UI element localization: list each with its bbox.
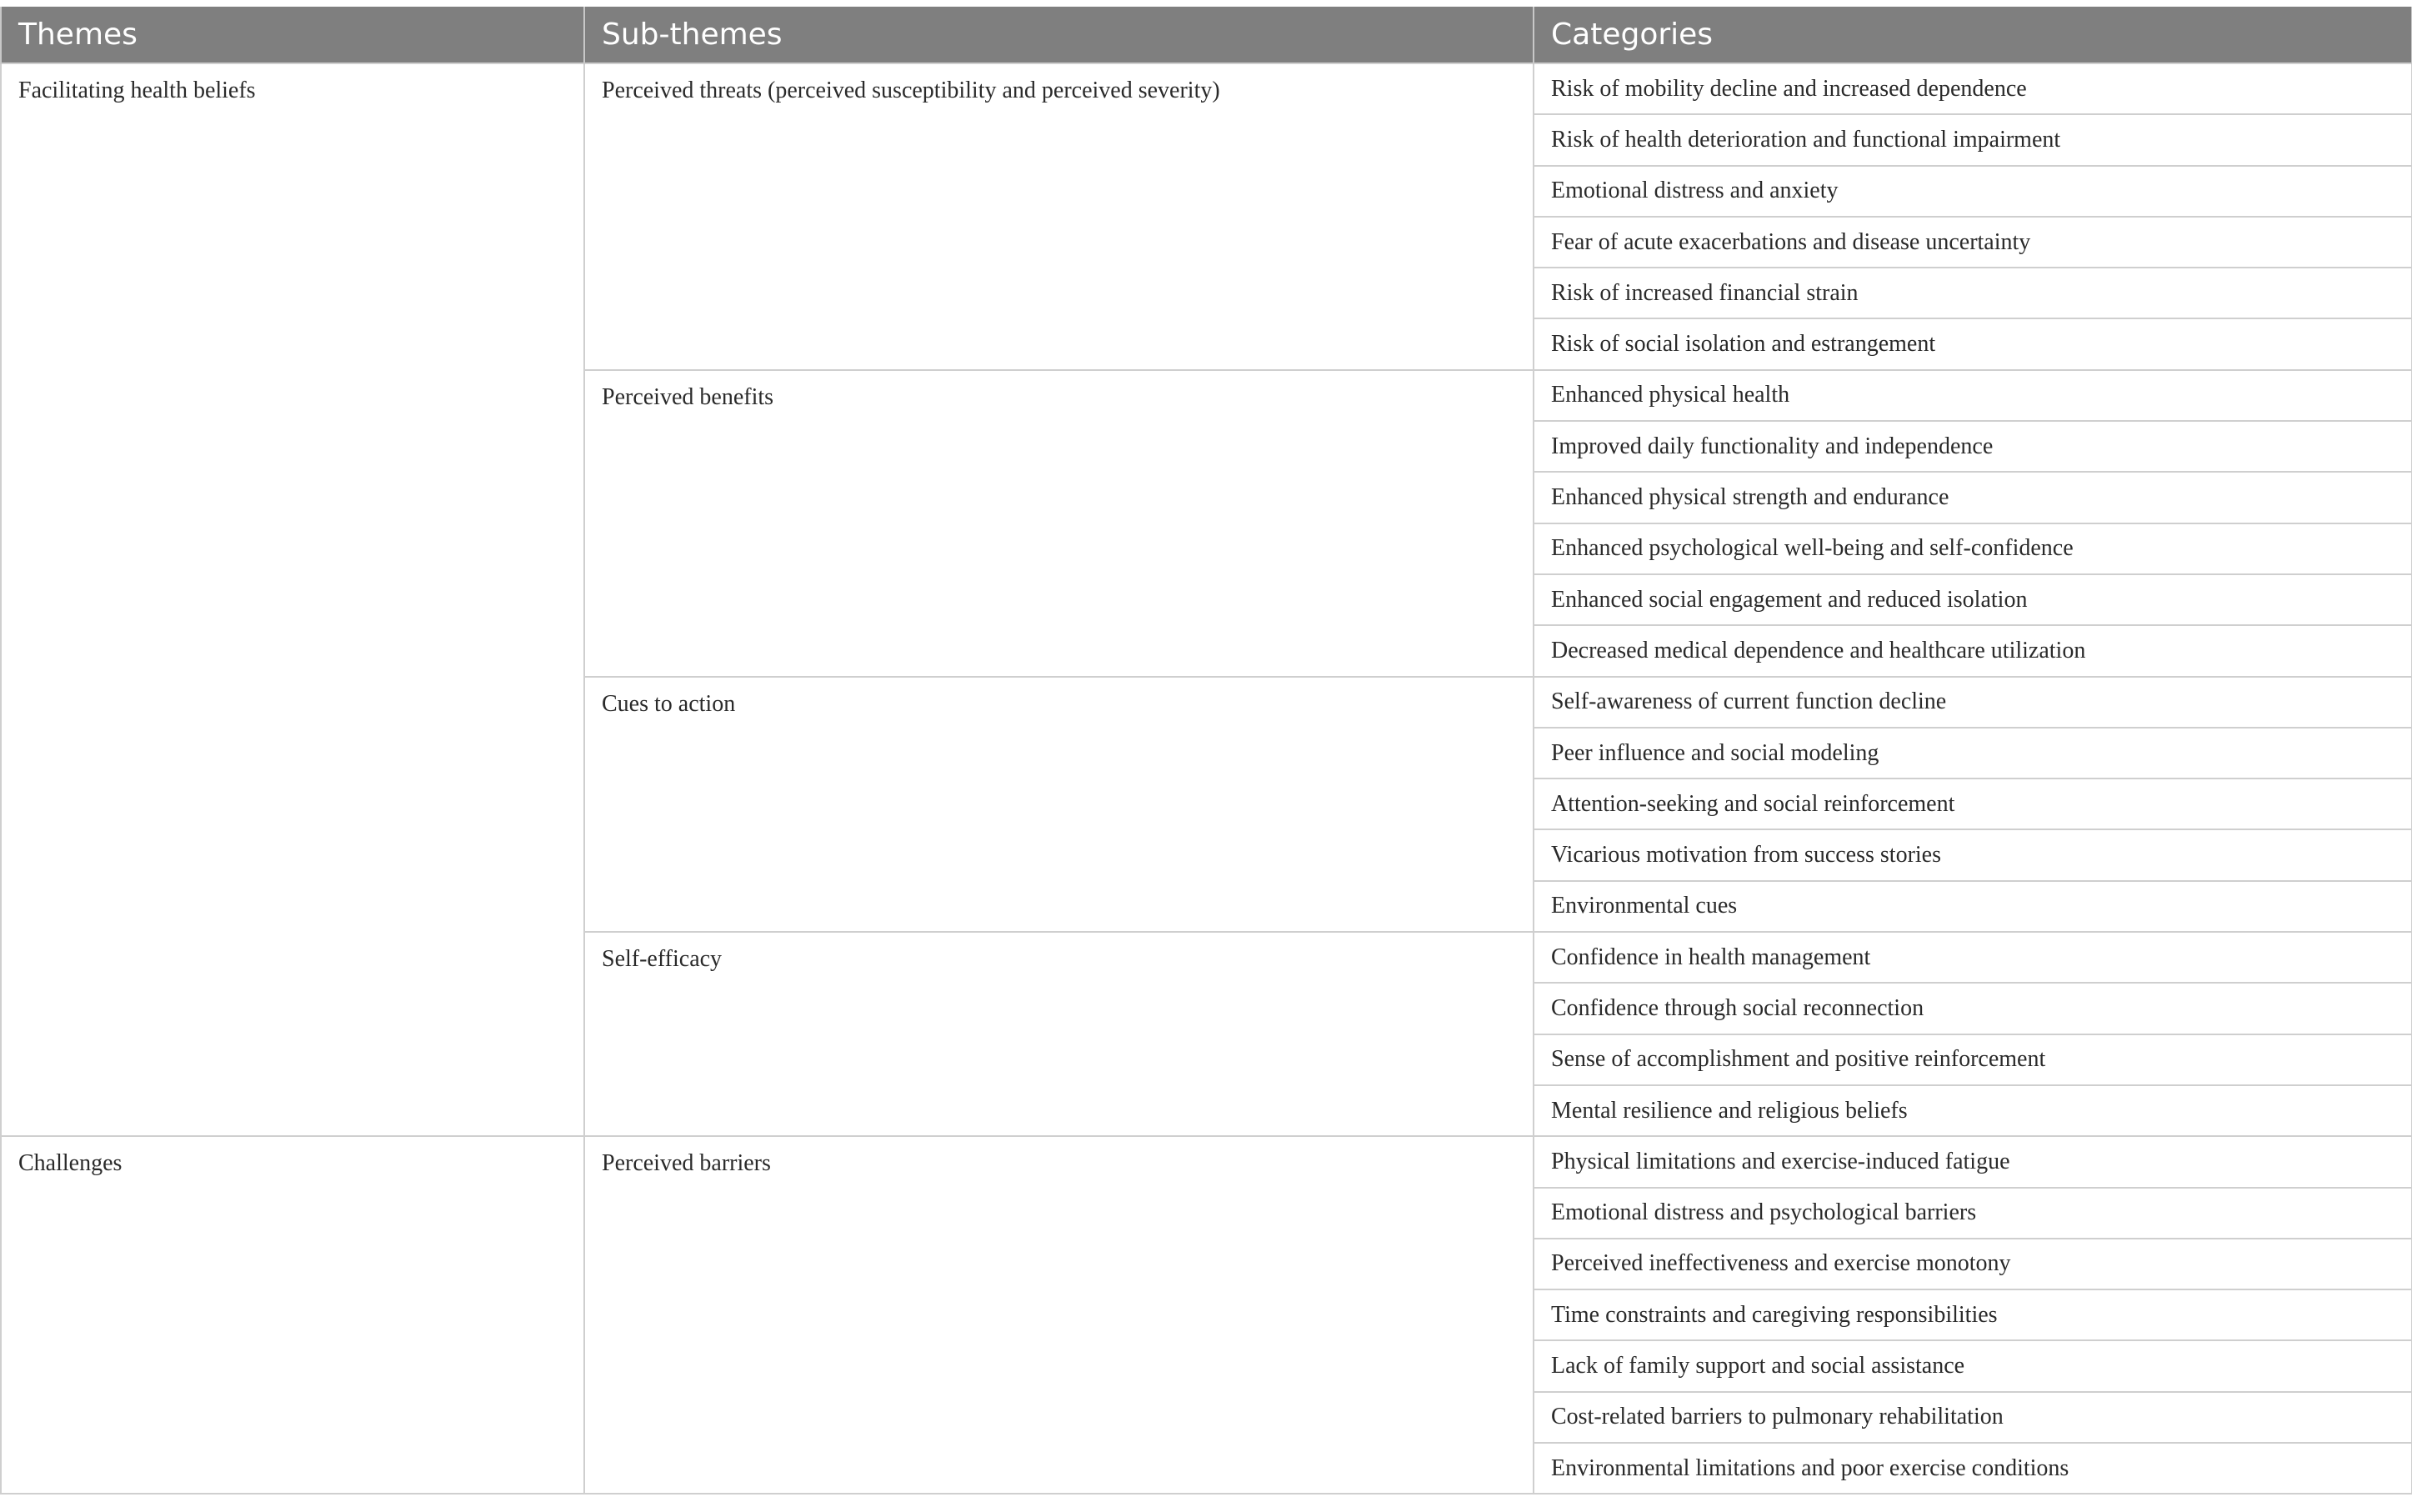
theme-cell: Challenges bbox=[1, 1136, 584, 1494]
subtheme-cell: Perceived benefits bbox=[584, 370, 1534, 677]
subtheme-cell: Perceived barriers bbox=[584, 1136, 1534, 1494]
category-cell: Perceived ineffectiveness and exercise monotony bbox=[1534, 1239, 2412, 1289]
category-cell: Lack of family support and social assistance bbox=[1534, 1340, 2412, 1391]
category-cell: Decreased medical dependence and healthcare utilization bbox=[1534, 625, 2412, 676]
category-cell: Peer influence and social modeling bbox=[1534, 728, 2412, 779]
category-cell: Emotional distress and psychological barriers bbox=[1534, 1188, 2412, 1239]
category-cell: Confidence through social reconnection bbox=[1534, 983, 2412, 1034]
category-cell: Environmental limitations and poor exercise conditions bbox=[1534, 1443, 2412, 1494]
header-row bbox=[1, 7, 2412, 63]
category-cell: Time constraints and caregiving responsibilities bbox=[1534, 1289, 2412, 1340]
subtheme-cell: Perceived threats (perceived susceptibility and perceived severity) bbox=[584, 63, 1534, 370]
theme-cell: Facilitating health beliefs bbox=[1, 63, 584, 1136]
table-header bbox=[1, 7, 2412, 63]
themes-table-container bbox=[0, 7, 2411, 1494]
category-cell: Physical limitations and exercise-induced fatigue bbox=[1534, 1136, 2412, 1187]
category-cell: Risk of increased financial strain bbox=[1534, 268, 2412, 318]
category-cell: Improved daily functionality and independence bbox=[1534, 421, 2412, 472]
category-cell: Attention-seeking and social reinforcement bbox=[1534, 779, 2412, 829]
category-cell: Environmental cues bbox=[1534, 881, 2412, 932]
category-cell: Enhanced psychological well-being and self-confidence bbox=[1534, 523, 2412, 574]
category-cell: Cost-related barriers to pulmonary rehabilitation bbox=[1534, 1392, 2412, 1443]
category-cell: Risk of social isolation and estrangement bbox=[1534, 318, 2412, 369]
category-cell: Risk of mobility decline and increased dependence bbox=[1534, 63, 2412, 114]
category-cell: Sense of accomplishment and positive reinforcement bbox=[1534, 1034, 2412, 1085]
subtheme-cell: Self-efficacy bbox=[584, 932, 1534, 1136]
table-row bbox=[1, 1136, 2412, 1187]
themes-table bbox=[0, 7, 2412, 1494]
header-themes: Themes bbox=[1, 7, 584, 63]
category-cell: Emotional distress and anxiety bbox=[1534, 166, 2412, 217]
category-cell: Risk of health deterioration and functional impairment bbox=[1534, 114, 2412, 165]
subtheme-cell: Cues to action bbox=[584, 677, 1534, 932]
table-body bbox=[1, 63, 2412, 1494]
category-cell: Mental resilience and religious beliefs bbox=[1534, 1085, 2412, 1136]
header-sub-themes: Sub-themes bbox=[584, 7, 1534, 63]
category-cell: Confidence in health management bbox=[1534, 932, 2412, 983]
category-cell: Enhanced social engagement and reduced isolation bbox=[1534, 574, 2412, 625]
table-row bbox=[1, 63, 2412, 114]
category-cell: Enhanced physical health bbox=[1534, 370, 2412, 421]
category-cell: Self-awareness of current function decline bbox=[1534, 677, 2412, 728]
category-cell: Enhanced physical strength and endurance bbox=[1534, 472, 2412, 523]
header-categories: Categories bbox=[1534, 7, 2412, 63]
category-cell: Fear of acute exacerbations and disease uncertainty bbox=[1534, 217, 2412, 268]
category-cell: Vicarious motivation from success stories bbox=[1534, 829, 2412, 880]
